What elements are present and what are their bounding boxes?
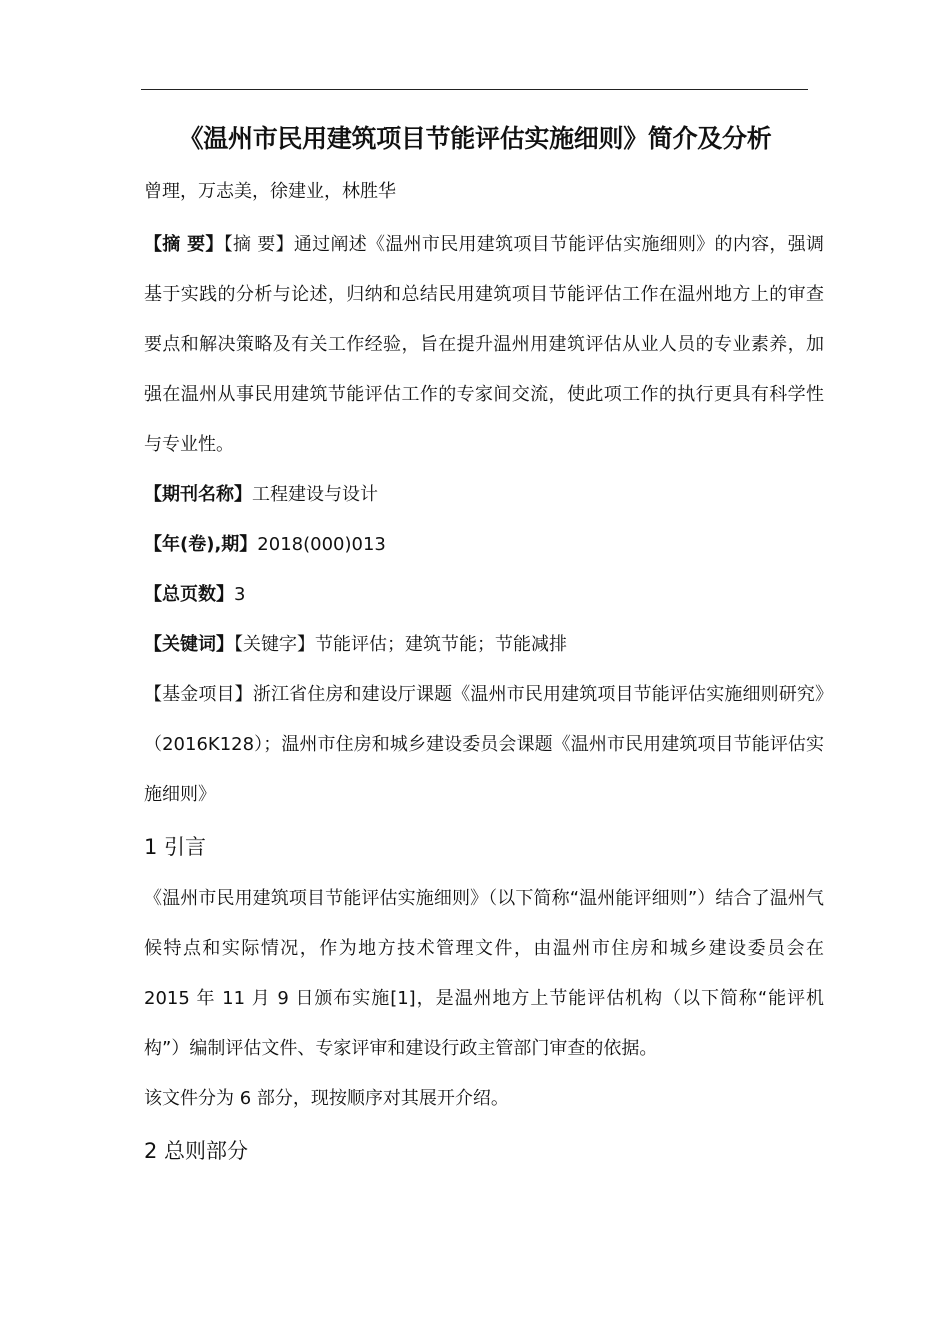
abstract-label: 【摘 要】 <box>144 234 224 255</box>
keywords-label: 【关键词】 <box>144 634 234 655</box>
pages-line <box>144 570 824 620</box>
intro-paragraph-1: 《温州市民用建筑项目节能评估实施细则》（以下简称“温州能评细则”）结合了温州气候特点和实际情况，作为地方技术管理文件，由温州市住房和城乡建设委员会在 2015 年 11 月 9 日颁布实施[1]，是温州地方上节能评估机构（以下简称“能评机构”）编制评估文件、专家评审和建设行政主管部门审查的依据。 <box>144 888 824 1059</box>
pages-value: 3 <box>234 584 246 605</box>
issue-value: 2018(000)013 <box>257 534 386 555</box>
journal-label: 【期刊名称】 <box>144 484 252 505</box>
issue-line <box>144 520 824 570</box>
section-heading-general: 2 总则部分 <box>144 1139 249 1163</box>
fund-paragraph <box>144 670 824 820</box>
authors-line: 曾理，万志美，徐建业，林胜华 <box>144 181 396 202</box>
abstract-text: 通过阐述《温州市民用建筑项目节能评估实施细则》的内容，强调基于实践的分析与论述，归纳和总结民用建筑项目节能评估工作在温州地方上的审查要点和解决策略及有关工作经验，旨在提升温州用建筑评估从业人员的专业素养，加强在温州从事民用建筑节能评估工作的专家间交流，使此项工作的执行更具有科学性与专业性。 <box>144 234 824 455</box>
issue-label: 【年(卷),期】 <box>144 534 258 555</box>
abstract-label-alt: 【摘 要】 <box>223 234 294 255</box>
paper-content <box>144 172 824 1178</box>
fund-label: 【基金项目】 <box>144 684 253 705</box>
keywords-line <box>144 620 824 670</box>
intro-paragraph-2: 该文件分为 6 部分，现按顺序对其展开介绍。 <box>144 1088 509 1109</box>
journal-value: 工程建设与设计 <box>252 484 378 505</box>
header-rule <box>141 89 808 90</box>
pages-label: 【总页数】 <box>144 584 234 605</box>
keywords-label-alt: 【关键字】 <box>234 634 315 655</box>
abstract-paragraph <box>144 220 824 470</box>
section-heading-intro: 1 引言 <box>144 835 207 859</box>
keywords-value: 节能评估；建筑节能；节能减排 <box>315 634 567 655</box>
journal-line <box>144 470 824 520</box>
fund-value: 浙江省住房和建设厅课题《温州市民用建筑项目节能评估实施细则研究》（2016K128）；温州市住房和城乡建设委员会课题《温州市民用建筑项目节能评估实施细则》 <box>144 684 824 805</box>
paper-title: 《温州市民用建筑项目节能评估实施细则》简介及分析 <box>178 124 772 153</box>
